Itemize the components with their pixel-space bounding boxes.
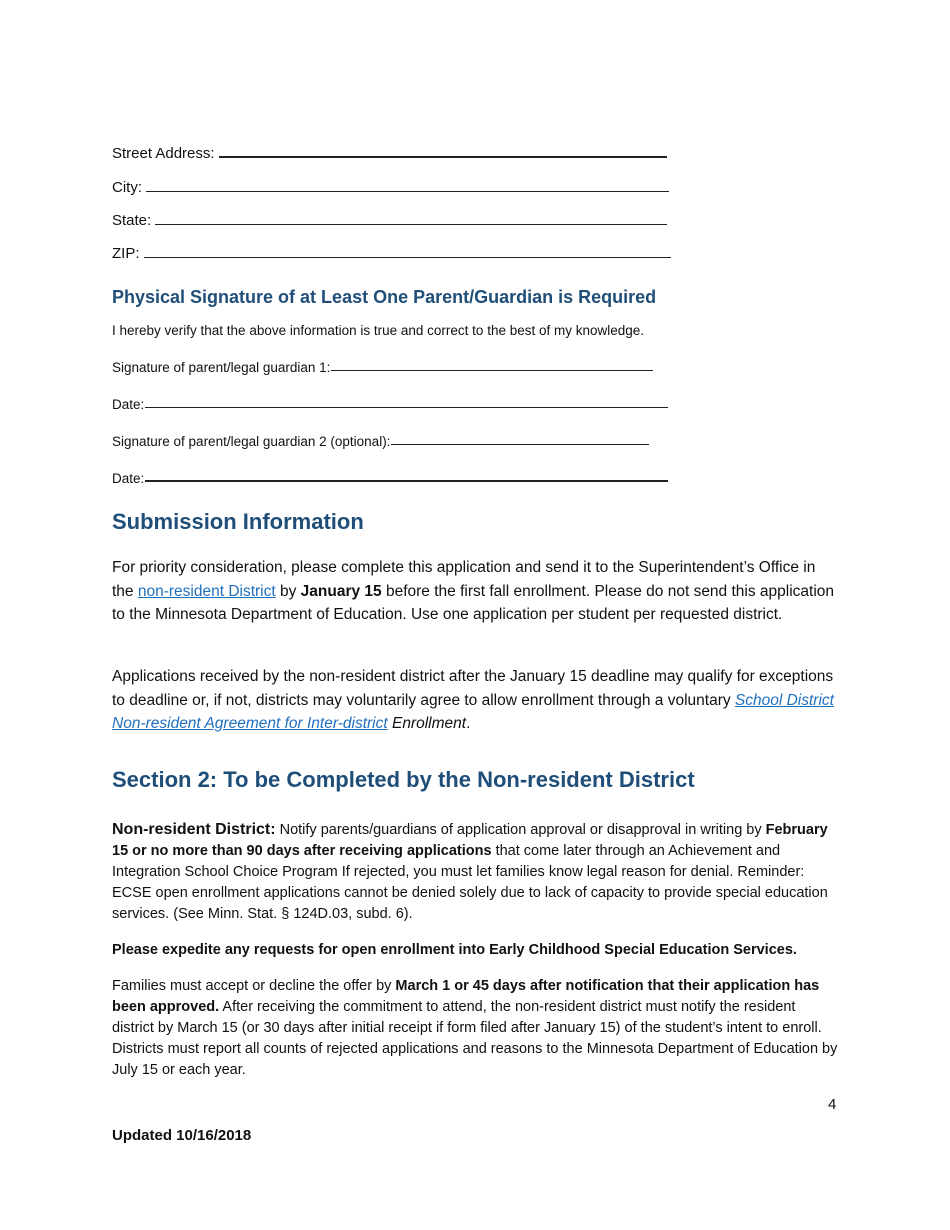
section2-paragraph-1 bbox=[112, 819, 838, 925]
submission-p2-text-c: . bbox=[466, 715, 471, 732]
date1-row bbox=[112, 397, 668, 412]
signature-heading: Physical Signature of at Least One Parent/Guardian is Required bbox=[112, 287, 657, 307]
guardian1-signature-field[interactable] bbox=[331, 370, 653, 371]
city-field[interactable] bbox=[146, 191, 669, 192]
verify-text: I hereby verify that the above information is true and correct to the best of my knowledge. bbox=[112, 323, 645, 338]
date1-field[interactable] bbox=[145, 407, 668, 408]
submission-paragraph-1 bbox=[112, 556, 838, 627]
section2-paragraph-2 bbox=[112, 940, 838, 961]
section2-p3-deadline: March 1 or 45 days after notification that their application has been approved. bbox=[112, 978, 820, 1015]
zip-label: ZIP: bbox=[112, 245, 140, 262]
section2-p1-deadline: February 15 or no more than 90 days after receiving applications bbox=[112, 822, 828, 859]
submission-p2-enrollment: Enrollment bbox=[387, 715, 467, 732]
non-resident-district-link[interactable]: non-resident District bbox=[137, 582, 276, 600]
section2-p1-text-a: Notify parents/guardians of application approval or disapproval in writing by bbox=[275, 822, 766, 838]
section2-paragraph-3 bbox=[112, 976, 838, 1081]
updated-date: Updated 10/16/2018 bbox=[112, 1127, 252, 1144]
date2-field[interactable] bbox=[145, 480, 668, 482]
agreement-link[interactable]: School District Non-resident Agreement for Inter-district bbox=[112, 691, 834, 732]
street-address-field[interactable] bbox=[219, 156, 667, 158]
section2-expedite-note: Please expedite any requests for open enrollment into Early Childhood Special Education Services. bbox=[112, 942, 797, 958]
page-number: 4 bbox=[828, 1096, 837, 1113]
state-label: State: bbox=[112, 212, 152, 229]
submission-paragraph-2 bbox=[112, 665, 838, 736]
section2-p1-lead: Non-resident District: bbox=[112, 821, 276, 838]
section2-heading: Section 2: To be Completed by the Non-resident District bbox=[112, 767, 695, 792]
submission-heading: Submission Information bbox=[112, 509, 364, 534]
state-field[interactable] bbox=[155, 224, 667, 225]
zip-field[interactable] bbox=[144, 257, 671, 258]
guardian2-signature-field[interactable] bbox=[391, 444, 649, 445]
zip-row bbox=[112, 245, 671, 262]
section2-p3-text-b: After receiving the commitment to attend, the non-resident district must notify the resident district by March 15 (or 30 days after initial receipt if form filed after January 15) of the student’s intent to enroll. Districts must report all counts of rejected applications and reasons to the Minnesota Department of Education by July 15 or each year. bbox=[112, 999, 838, 1078]
submission-p1-text-b: by bbox=[275, 582, 301, 600]
street-address-label: Street Address: bbox=[112, 145, 215, 162]
guardian1-row bbox=[112, 360, 653, 375]
city-label: City: bbox=[112, 179, 142, 196]
date2-label: Date: bbox=[112, 471, 145, 486]
submission-p1-text-a: For priority consideration, please complete this application and send it to the Superintendent’s Office in the bbox=[112, 559, 816, 600]
street-address-row bbox=[112, 145, 667, 162]
submission-p1-deadline: January 15 bbox=[300, 582, 382, 600]
submission-p2-text-a: Applications received by the non-resident district after the January 15 deadline may qualify for exceptions to deadline or, if not, districts may voluntarily agree to allow enrollment through a voluntary bbox=[112, 668, 834, 709]
section2-p1-text-b: that come later through an Achievement and Integration School Choice Program If rejected, you must let families know legal reason for denial. Reminder: ECSE open enrollment applications cannot be denied solely due to lack of capacity to provide special education services. (See Minn. Stat. § 124D.03, subd. 6). bbox=[112, 843, 828, 922]
guardian2-row bbox=[112, 434, 649, 449]
guardian1-label: Signature of parent/legal guardian 1: bbox=[112, 360, 331, 375]
date2-row bbox=[112, 471, 668, 486]
date1-label: Date: bbox=[112, 397, 145, 412]
guardian2-label: Signature of parent/legal guardian 2 (optional): bbox=[112, 434, 391, 449]
state-row bbox=[112, 212, 667, 229]
city-row bbox=[112, 179, 669, 196]
submission-p1-text-c: before the first fall enrollment. Please do not send this application to the Minnesota Department of Education. Use one application per student per requested district. bbox=[112, 582, 835, 623]
section2-p3-text-a: Families must accept or decline the offer by bbox=[112, 978, 396, 994]
